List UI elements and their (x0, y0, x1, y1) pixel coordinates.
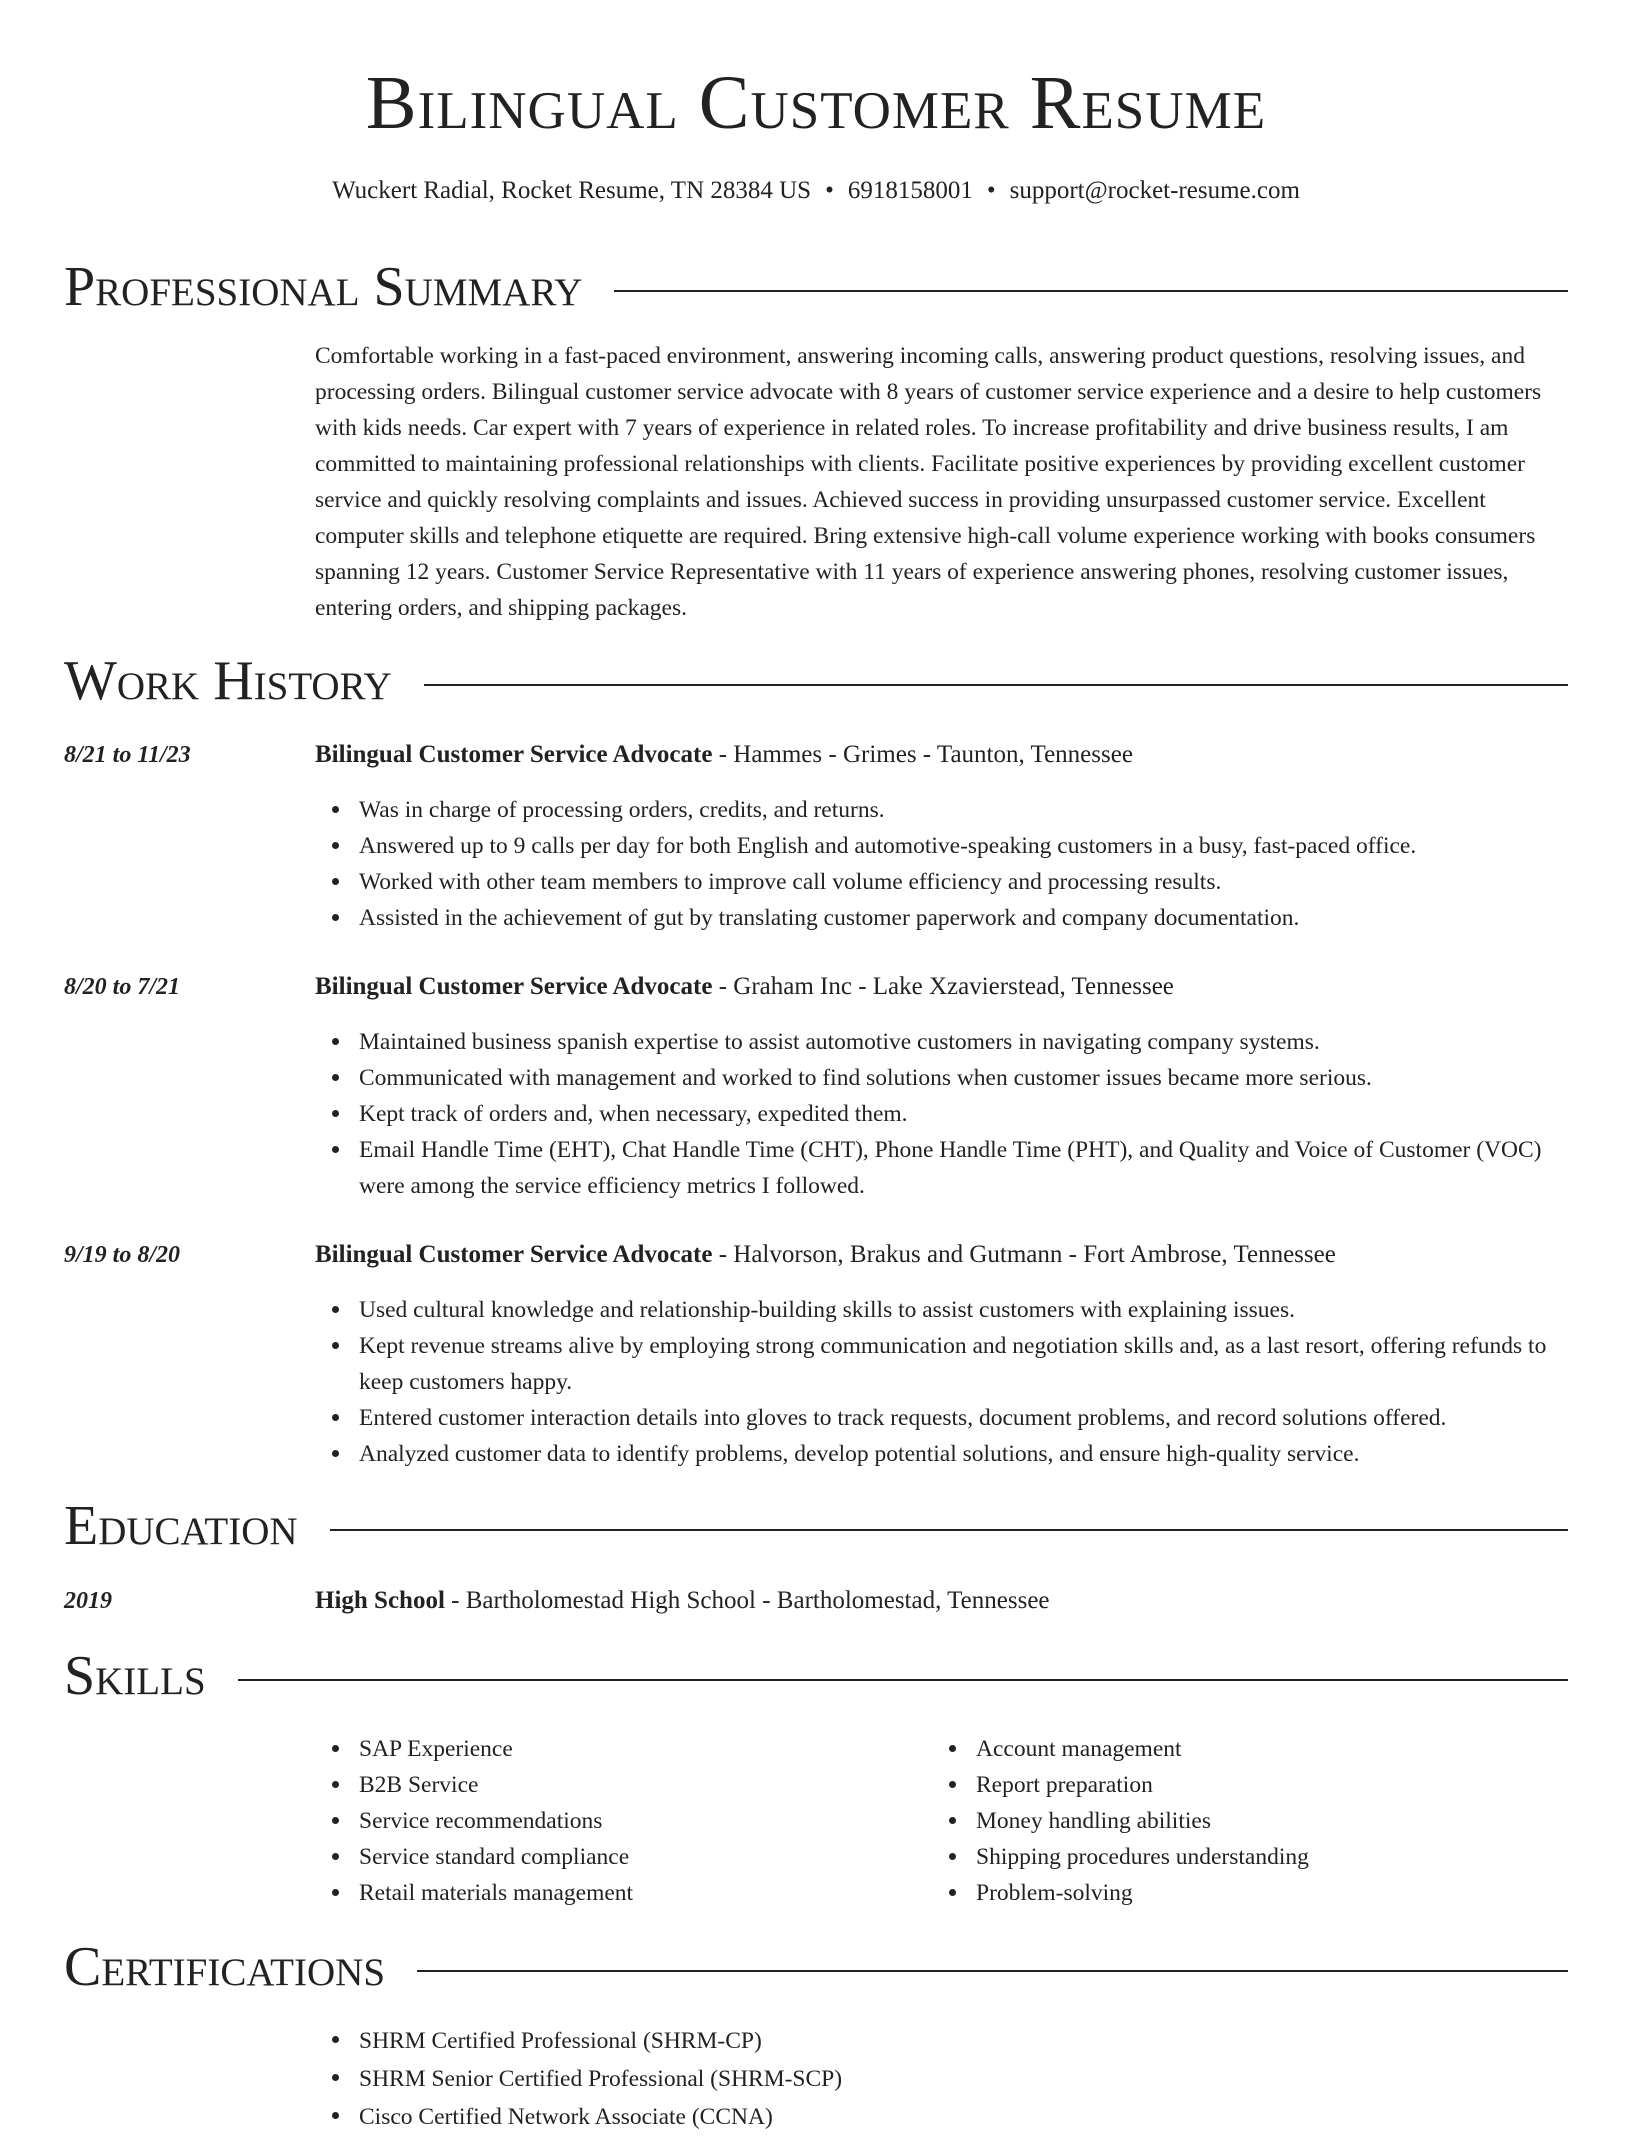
contact-address: Wuckert Radial, Rocket Resume, TN 28384 US (332, 177, 812, 204)
section-work-history (64, 649, 1568, 713)
job-heading (315, 737, 1133, 773)
skill-item: Retail materials management (315, 1875, 925, 1911)
education-heading (315, 1583, 1050, 1619)
job-title: Bilingual Customer Service Advocate (315, 1241, 713, 1268)
skill-item: Money handling abilities (932, 1803, 1568, 1839)
section-title: Education (64, 1495, 298, 1557)
job-dates: 8/20 to 7/21 (64, 974, 181, 1000)
job-company: - Halvorson, Brakus and Gutmann - Fort Ambrose, Tennessee (712, 1241, 1336, 1268)
section-divider (614, 290, 1568, 292)
contact-phone: 6918158001 (847, 177, 973, 204)
section-divider (238, 1679, 1568, 1681)
certification-item: Cisco Certified Network Associate (CCNA) (315, 2098, 1568, 2136)
list-item: Entered customer interaction details into gloves to track requests, document problems, and record solutions offered. (315, 1400, 1568, 1436)
contact-line (64, 176, 1568, 206)
education-year: 2019 (64, 1588, 112, 1614)
job-heading (315, 1237, 1336, 1273)
list-item: Assisted in the achievement of gut by translating customer paperwork and company documentation. (315, 900, 1568, 936)
list-item: Was in charge of processing orders, credits, and returns. (315, 792, 1568, 828)
job-heading (315, 969, 1174, 1005)
certification-item: SHRM Senior Certified Professional (SHRM-SCP) (315, 2060, 1568, 2098)
list-item: Kept track of orders and, when necessary, expedited them. (315, 1096, 1568, 1132)
job-company: - Graham Inc - Lake Xzavierstead, Tennessee (712, 973, 1174, 1000)
section-education (64, 1494, 1568, 1558)
job-duties (315, 1292, 1568, 1472)
education-school: - Bartholomestad High School - Bartholomestad, Tennessee (444, 1587, 1050, 1614)
list-item: Analyzed customer data to identify problems, develop potential solutions, and ensure high-quality service. (315, 1436, 1568, 1472)
contact-email: support@rocket-resume.com (1009, 177, 1300, 204)
section-title: Skills (64, 1645, 206, 1707)
section-divider (330, 1529, 1568, 1531)
job-title: Bilingual Customer Service Advocate (315, 741, 713, 768)
list-item: Used cultural knowledge and relationship-building skills to assist customers with explaining issues. (315, 1292, 1568, 1328)
resume-name: Bilingual Customer Resume (365, 61, 1267, 145)
summary-text: Comfortable working in a fast-paced environment, answering incoming calls, answering product questions, resolving issues, and processing orders. Bilingual customer service advocate with 8 years of customer service experience and a desire to help customers with kids needs. Car expert with 7 years of experience in related roles. To increase profitability and drive business results, I am committed to maintaining professional relationships with clients. Facilitate positive experiences by providing excellent customer service and quickly resolving complaints and issues. Achieved success in providing unsurpassed customer service. Excellent computer skills and telephone etiquette are required. Bring extensive high-call volume experience working with books consumers spanning 12 years. Customer Service Representative with 11 years of experience answering phones, resolving customer issues, entering orders, and shipping packages. (315, 343, 1542, 621)
skill-item: Problem-solving (932, 1875, 1568, 1911)
section-divider (417, 1970, 1568, 1972)
section-title: Certifications (64, 1936, 386, 1998)
skill-item: SAP Experience (315, 1731, 925, 1767)
section-skills (64, 1644, 1568, 1708)
certification-item: SHRM Certified Professional (SHRM-CP) (315, 2022, 1568, 2060)
skill-item: Report preparation (932, 1767, 1568, 1803)
skill-item: B2B Service (315, 1767, 925, 1803)
job-dates: 8/21 to 11/23 (64, 742, 191, 768)
section-professional-summary (64, 255, 1568, 319)
skill-item: Service recommendations (315, 1803, 925, 1839)
skills-list-right (932, 1731, 1568, 1911)
list-item: Kept revenue streams alive by employing strong communication and negotiation skills and, as a last resort, offering refunds to keep customers happy. (315, 1328, 1568, 1400)
job-title: Bilingual Customer Service Advocate (315, 973, 713, 1000)
section-title: Work History (64, 650, 392, 712)
skills-list-left (315, 1731, 925, 1911)
job-dates: 9/19 to 8/20 (64, 1242, 181, 1268)
list-item: Worked with other team members to improve call volume efficiency and processing results. (315, 864, 1568, 900)
contact-separator: • (986, 177, 996, 204)
job-duties (315, 1024, 1568, 1204)
skill-item: Service standard compliance (315, 1839, 925, 1875)
job-company: - Hammes - Grimes - Taunton, Tennessee (712, 741, 1133, 768)
list-item: Answered up to 9 calls per day for both English and automotive-speaking customers in a busy, fast-paced office. (315, 828, 1568, 864)
section-divider (424, 684, 1568, 686)
education-degree: High School (315, 1587, 445, 1614)
job-duties (315, 792, 1568, 936)
list-item: Email Handle Time (EHT), Chat Handle Time (CHT), Phone Handle Time (PHT), and Quality and Voice of Customer (VOC) were among the service efficiency metrics I followed. (315, 1132, 1568, 1204)
section-title: Professional Summary (64, 256, 583, 318)
contact-separator: • (825, 177, 834, 204)
certifications-list (315, 2022, 1568, 2136)
list-item: Communicated with management and worked to find solutions when customer issues became more serious. (315, 1060, 1568, 1096)
skill-item: Shipping procedures understanding (932, 1839, 1568, 1875)
skill-item: Account management (932, 1731, 1568, 1767)
section-certifications (64, 1935, 1568, 1999)
list-item: Maintained business spanish expertise to assist automotive customers in navigating company systems. (315, 1024, 1568, 1060)
